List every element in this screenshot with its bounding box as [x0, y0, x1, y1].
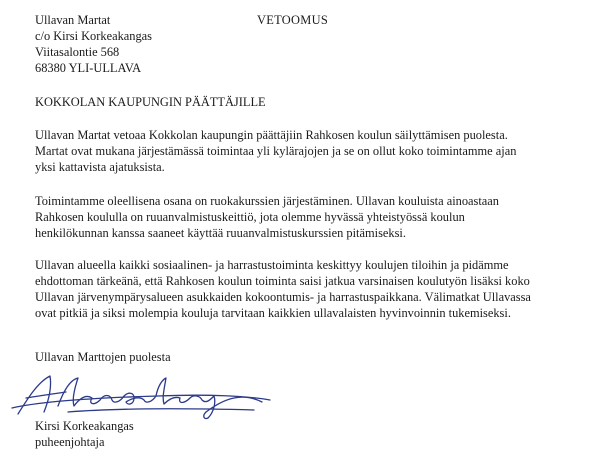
sender-street: Viitasalontie 568 — [35, 45, 120, 59]
handwritten-signature — [8, 368, 278, 422]
sender-city: 68380 YLI-ULLAVA — [35, 61, 142, 75]
paragraph-1 — [35, 127, 595, 175]
paragraph-line: Martat ovat mukana järjestämässä toimintaa yli kylärajojen ja se on ollut koko toimintamme ajan — [35, 144, 517, 158]
paragraph-3 — [35, 257, 595, 321]
signer-name: Kirsi Korkeakangas — [35, 419, 134, 433]
paragraph-2 — [35, 193, 595, 241]
paragraph-line: ovat pitkiä ja siksi molempia kouluja tarvitaan kaikkien ullavalaisten hyvinvoinnin tukemiseksi. — [35, 306, 511, 320]
paragraph-line: henkilökunnan kanssa saaneet käyttää ruuanvalmistuskurssien pitämiseksi. — [35, 226, 406, 240]
closing-line: Ullavan Marttojen puolesta — [35, 350, 171, 364]
paragraph-line: Ullavan alueella kaikki sosiaalinen- ja harrastustoiminta keskittyy koulujen tiloihin ja pidämme — [35, 258, 509, 272]
paragraph-line: Ullavan Martat vetoaa Kokkolan kaupungin päättäjiin Rahkosen koulun säilyttämisen puolesta. — [35, 128, 508, 142]
paragraph-line: ehdottoman tärkeänä, että Rahkosen koulun toiminta saisi jatkua varsinaisen koulutyön lisäksi koko — [35, 274, 530, 288]
sender-name: Ullavan Martat — [35, 13, 111, 27]
paragraph-line: yksi kattavista ajatuksista. — [35, 160, 165, 174]
signer-block — [35, 418, 134, 450]
paragraph-line: Ullavan järvenympärysalueen asukkaiden kokoontumis- ja harrastuspaikkana. Välimatkat Ullavassa — [35, 290, 531, 304]
sender-co: c/o Kirsi Korkeakangas — [35, 29, 152, 43]
document-title: VETOOMUS — [257, 13, 329, 27]
paragraph-line: Toimintamme oleellisena osana on ruokakurssien järjestäminen. Ullavan kouluista ainoastaan — [35, 194, 499, 208]
signer-title: puheenjohtaja — [35, 435, 105, 449]
sender-address — [35, 12, 152, 76]
paragraph-line: Rahkosen koululla on ruuanvalmistuskeittiö, jota olemme hyvässä yhteistyössä koulun — [35, 210, 465, 224]
recipient-heading: KOKKOLAN KAUPUNGIN PÄÄTTÄJILLE — [35, 95, 266, 109]
